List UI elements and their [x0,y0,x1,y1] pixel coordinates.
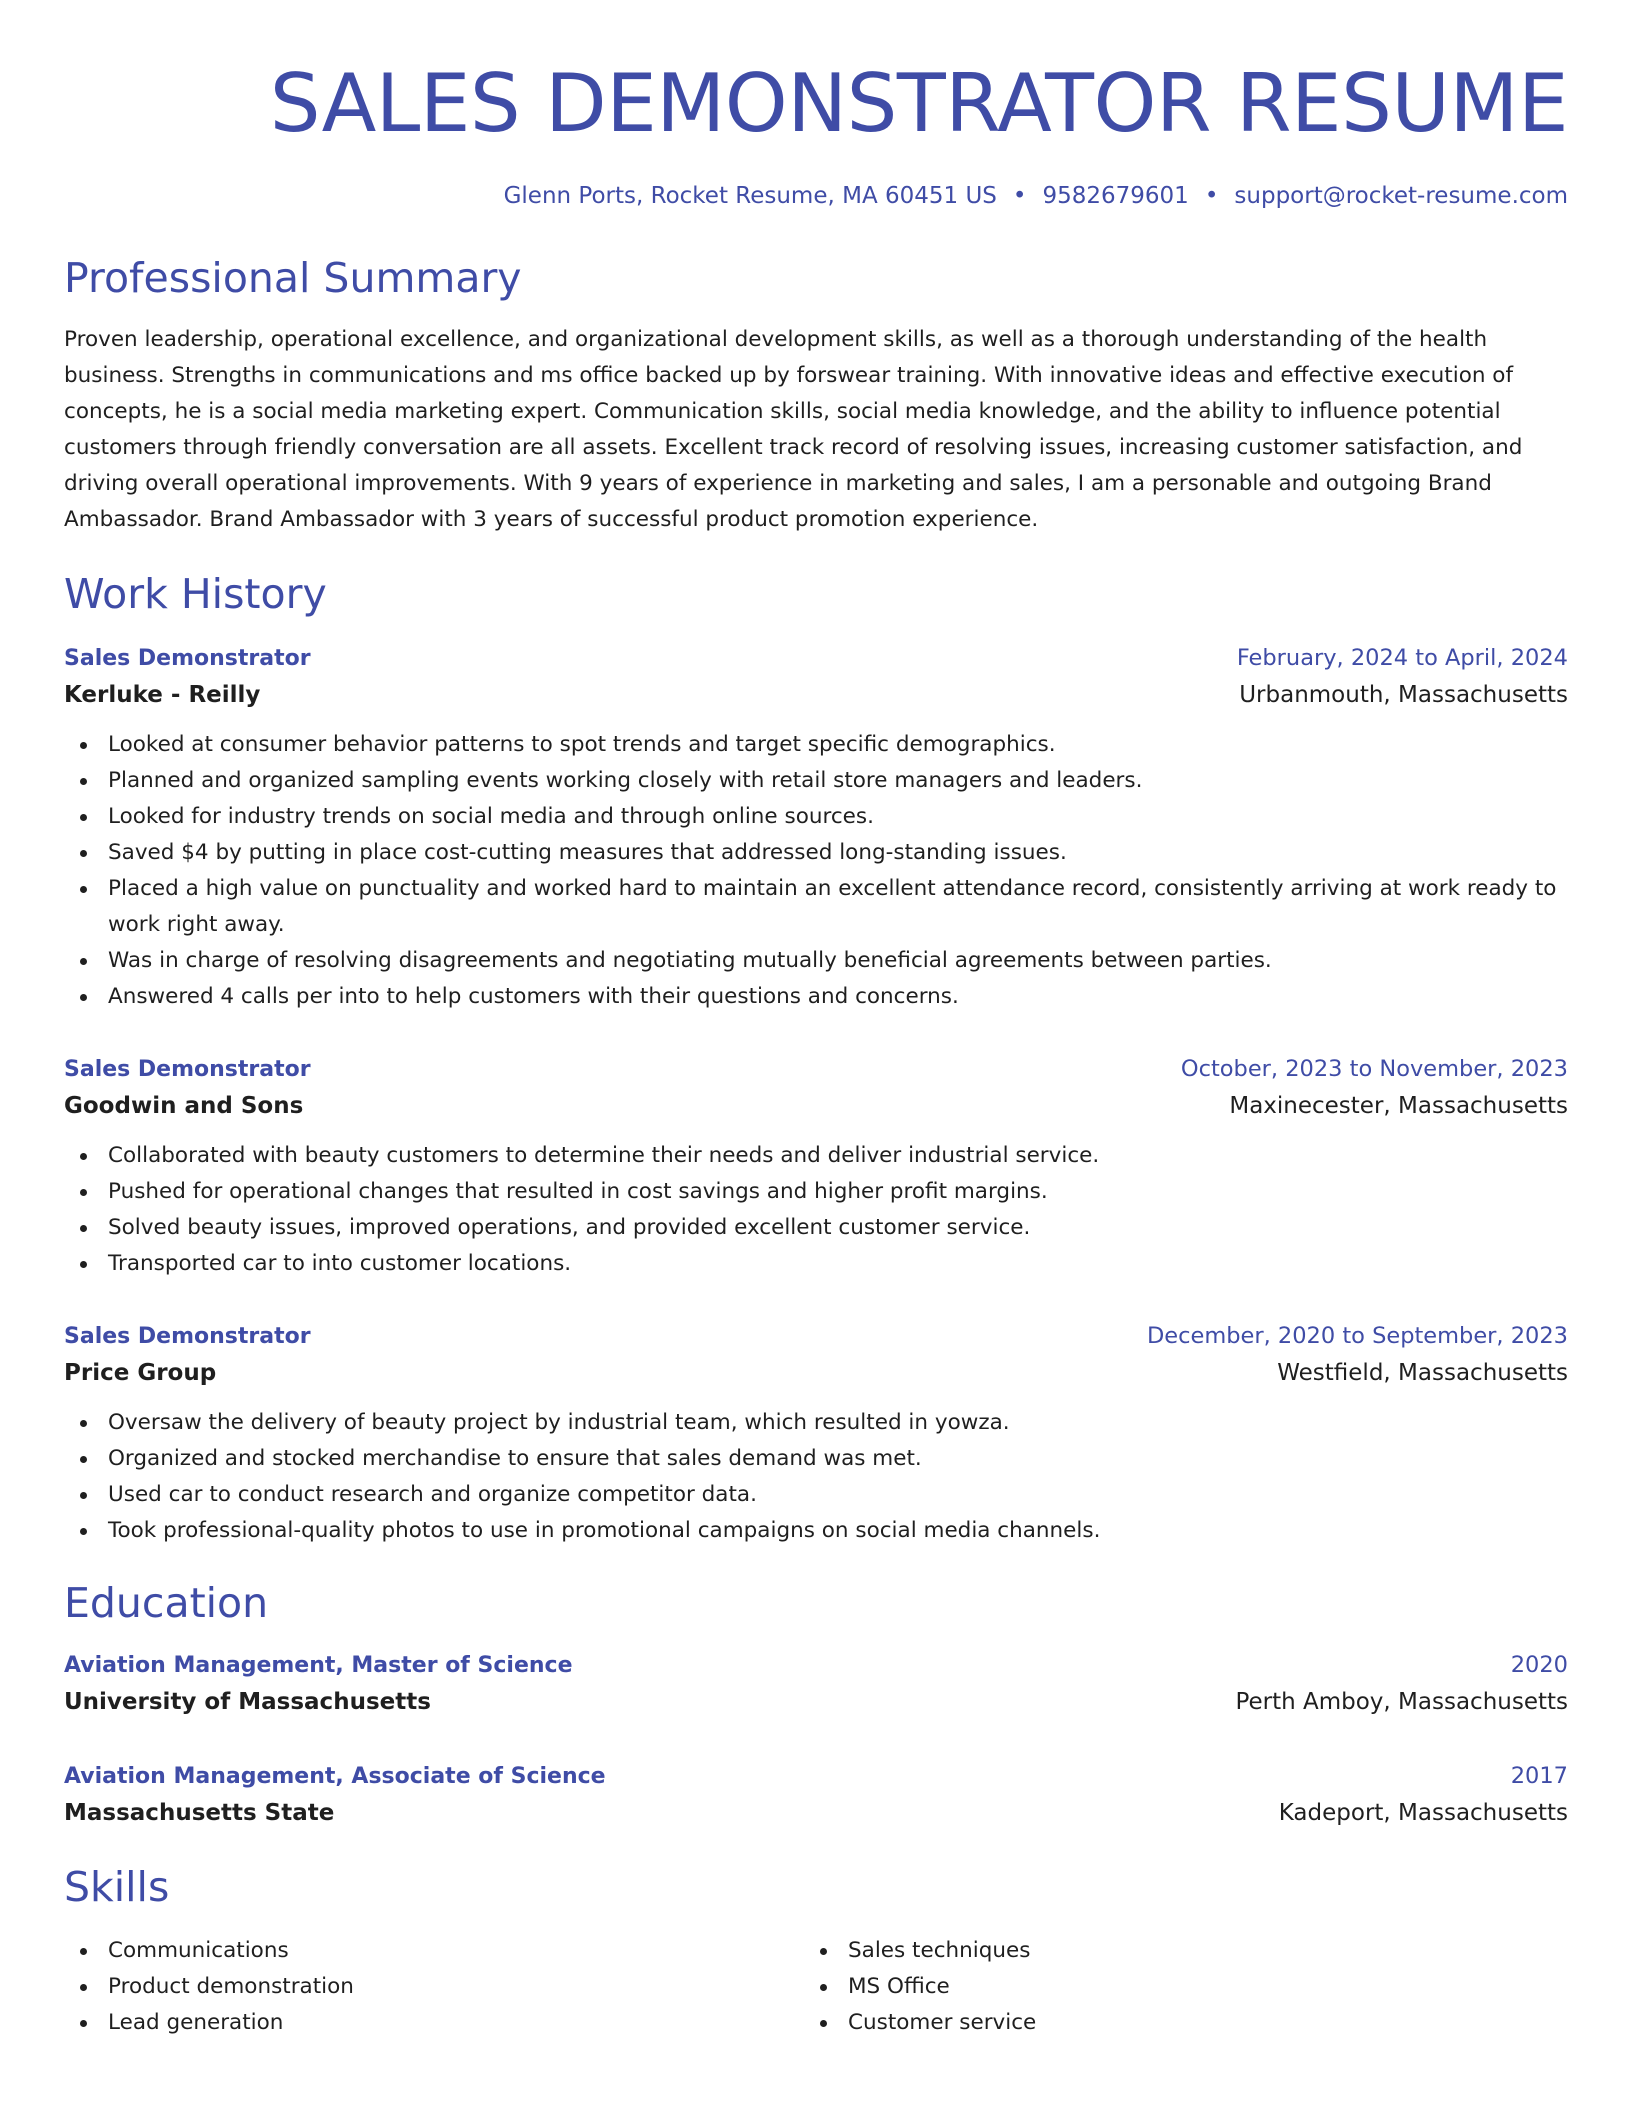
bullet-dot [820,1984,827,1991]
list-item [64,1405,1568,1441]
bullet-dot [80,1948,87,1955]
list-item [804,2005,1544,2041]
bullet-dot [80,994,87,1001]
bullet-dot [80,850,87,857]
bullet-dot [80,2020,87,2027]
education-location: Perth Amboy, Massachusetts [1235,1689,1568,1715]
bullet-text: Answered 4 calls per into to help customers with their questions and concerns. [108,984,959,1009]
education-school-row [64,1682,1568,1722]
skills-column-right [804,1933,1544,2041]
bullet-text: Took professional-quality photos to use in promotional campaigns on social media channels. [108,1518,1101,1543]
job-bullet-list [64,1405,1568,1549]
job-bullet-list [64,727,1568,1015]
job-location: Urbanmouth, Massachusetts [1239,682,1568,708]
bullet-text: Transported car to into customer locations. [108,1251,572,1276]
education-year: 2017 [1510,1763,1568,1789]
education-entry [64,1760,1568,1833]
job-title: Sales Demonstrator [64,1057,311,1082]
job-company-row [64,675,1568,715]
list-item [804,1933,1544,1969]
bullet-text: Looked at consumer behavior patterns to spot trends and target specific demographics. [108,732,1056,757]
education-heading: Education [64,1579,269,1627]
bullet-dot [80,958,87,965]
education-school: Massachusetts State [64,1800,335,1826]
skill-text: Sales techniques [848,1938,1031,1963]
job-company-row [64,1086,1568,1126]
job-title: Sales Demonstrator [64,646,311,671]
bullet-dot [80,1225,87,1232]
job-header-row [64,642,1568,675]
contact-address: Glenn Ports, Rocket Resume, MA 60451 US [503,183,997,209]
bullet-text: Collaborated with beauty customers to determine their needs and deliver industrial service. [108,1143,1100,1168]
contact-phone: 9582679601 [1042,183,1189,209]
bullet-text: Was in charge of resolving disagreements and negotiating mutually beneficial agreements between parties. [108,948,1272,973]
education-school-row [64,1793,1568,1833]
bullet-text: Looked for industry trends on social media and through online sources. [108,804,874,829]
contact-line [64,180,1568,212]
job-company: Kerluke - Reilly [64,682,261,708]
job-bullet-list [64,1138,1568,1282]
bullet-dot [80,1189,87,1196]
list-item [64,799,1568,835]
job-dates: February, 2024 to April, 2024 [1236,645,1568,671]
contact-separator: • [1204,183,1219,209]
bullet-dot [80,1456,87,1463]
education-school: University of Massachusetts [64,1689,431,1715]
education-location: Kadeport, Massachusetts [1278,1800,1568,1826]
skills-bullet-list [804,1933,1544,2041]
bullet-dot [80,1984,87,1991]
list-item [64,1210,1568,1246]
list-item [64,1969,804,2005]
skill-text: Customer service [848,2010,1037,2035]
list-item [64,1138,1568,1174]
bullet-text: Saved $4 by putting in place cost-cutting measures that addressed long-standing issues. [108,840,1067,865]
list-item [64,2005,804,2041]
job-company: Price Group [64,1360,217,1386]
job-dates: December, 2020 to September, 2023 [1146,1323,1568,1349]
bullet-text: Placed a high value on punctuality and worked hard to maintain an excellent attendance record, consistently arriving at work ready to work right away. [108,876,1557,937]
list-item [64,1246,1568,1282]
job-entry [64,642,1568,1015]
job-header-row [64,1320,1568,1353]
resume-page [64,0,1568,2041]
contact-email: support@rocket-resume.com [1234,183,1568,209]
education-year: 2020 [1510,1652,1568,1678]
work-history-heading: Work History [64,570,327,618]
bullet-dot [820,1948,827,1955]
bullet-dot [80,886,87,893]
summary-heading: Professional Summary [64,254,522,302]
bullet-dot [80,1153,87,1160]
list-item [804,1969,1544,2005]
skills-heading: Skills [64,1863,170,1911]
list-item [64,1933,804,1969]
resume-title: SALES DEMONSTRATOR RESUME [269,57,1568,150]
skill-text: Lead generation [108,2010,284,2035]
list-item [64,1513,1568,1549]
list-item [64,871,1568,943]
bullet-dot [80,1492,87,1499]
list-item [64,835,1568,871]
list-item [64,1477,1568,1513]
summary-text: Proven leadership, operational excellence, and organizational development skills, as well as a thorough understanding of the health business. Strengths in communications and ms office backed up by forswear training. With innovative ideas and effective execution of concepts, he is a social media marketing expert. Communication skills, social media knowledge, and the ability to influence potential customers through friendly conversation are all assets. Excellent track record of resolving issues, increasing customer satisfaction, and driving overall operational improvements. With 9 years of experience in marketing and sales, I am a personable and outgoing Brand Ambassador. Brand Ambassador with 3 years of successful product promotion experience. [64,327,1523,532]
job-location: Maxinecester, Massachusetts [1229,1093,1568,1119]
job-entry [64,1053,1568,1282]
bullet-dot [80,1420,87,1427]
bullet-dot [80,1528,87,1535]
bullet-dot [80,1261,87,1268]
skills-bullet-list [64,1933,804,2041]
skill-text: Communications [108,1938,289,1963]
education-header-row [64,1649,1568,1682]
job-title: Sales Demonstrator [64,1324,311,1349]
bullet-dot [80,814,87,821]
job-company: Goodwin and Sons [64,1093,304,1119]
skill-text: MS Office [848,1974,950,1999]
list-item [64,763,1568,799]
list-item [64,1174,1568,1210]
bullet-text: Organized and stocked merchandise to ensure that sales demand was met. [108,1446,922,1471]
bullet-dot [820,2020,827,2027]
list-item [64,943,1568,979]
list-item [64,979,1568,1015]
bullet-text: Pushed for operational changes that resulted in cost savings and higher profit margins. [108,1179,1048,1204]
education-header-row [64,1760,1568,1793]
job-company-row [64,1353,1568,1393]
job-header-row [64,1053,1568,1086]
bullet-text: Solved beauty issues, improved operations, and provided excellent customer service. [108,1215,1031,1240]
bullet-dot [80,778,87,785]
skill-text: Product demonstration [108,1974,354,1999]
skills-list [64,1933,1568,2041]
job-dates: October, 2023 to November, 2023 [1180,1056,1568,1082]
bullet-text: Planned and organized sampling events working closely with retail store managers and leaders. [108,768,1143,793]
job-entry [64,1320,1568,1549]
bullet-text: Used car to conduct research and organize competitor data. [108,1482,757,1507]
skills-column-left [64,1933,804,2041]
education-entry [64,1649,1568,1722]
list-item [64,727,1568,763]
bullet-dot [80,742,87,749]
list-item [64,1441,1568,1477]
bullet-text: Oversaw the delivery of beauty project by industrial team, which resulted in yowza. [108,1410,1010,1435]
contact-separator: • [1012,183,1027,209]
education-degree: Aviation Management, Associate of Science [64,1764,606,1789]
job-location: Westfield, Massachusetts [1277,1360,1568,1386]
education-degree: Aviation Management, Master of Science [64,1653,573,1678]
